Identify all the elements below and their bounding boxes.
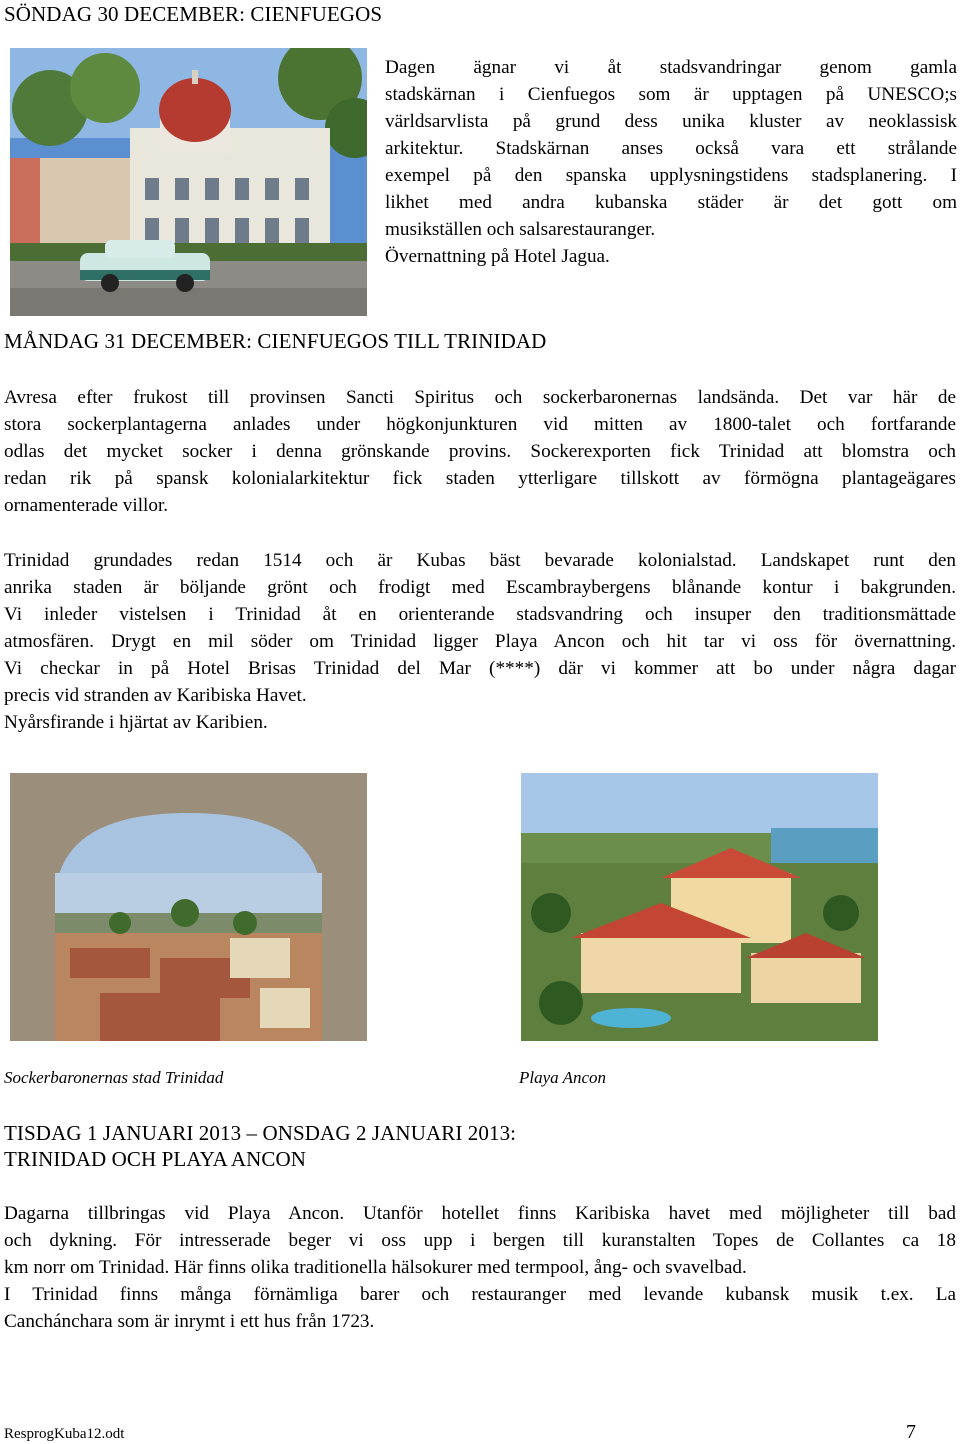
- text-line: musikställen och salsarestauranger.: [385, 219, 656, 240]
- text-line: världsarvlista på grund dess unika kluster av neoklassisk: [385, 111, 957, 132]
- footer-filename: ResprogKuba12.odt: [4, 1426, 125, 1442]
- text-line: redan rik på spansk kolonialarkitektur fick staden ytterligare tillskott av förmögna plantageägares: [4, 468, 956, 489]
- day3-heading-line-1: TISDAG 1 JANUARI 2013 – ONSDAG 2 JANUARI 2013:: [4, 1121, 517, 1145]
- text-line: stadskärnan i Cienfuegos som är upptagen på UNESCO;s: [385, 84, 957, 105]
- day2-paragraph-1: [4, 384, 956, 519]
- caption-playa-ancon: Playa Ancon: [519, 1068, 607, 1087]
- text-line: arkitektur. Stadskärnan anses också vara ett strålande: [385, 138, 957, 159]
- text-line: och dykning. För intresserade beger vi oss upp i bergen till kuranstalten Topes de Collantes ca 18: [4, 1230, 956, 1251]
- text-line: exempel på den spanska upplysningstidens stadsplanering. I: [385, 165, 957, 186]
- text-line: Vi checkar in på Hotel Brisas Trinidad del Mar (****) där vi kommer att bo under några dagar: [4, 658, 956, 679]
- text-line: likhet med andra kubanska städer är det gott om: [385, 192, 957, 213]
- day1-text: [385, 54, 957, 270]
- text-line: Canchánchara som är inrymt i ett hus från 1723.: [4, 1311, 375, 1332]
- day2-heading: MÅNDAG 31 DECEMBER: CIENFUEGOS TILL TRINIDAD: [4, 329, 547, 353]
- text-line: Dagarna tillbringas vid Playa Ancon. Utanför hotellet finns Karibiska havet med möjligheter till bad: [4, 1203, 956, 1224]
- playa-ancon-photo: [521, 773, 878, 1041]
- page-number: 7: [906, 1421, 916, 1443]
- text-line: atmosfären. Drygt en mil söder om Trinidad ligger Playa Ancon och hit tar vi oss för övernattning.: [4, 631, 956, 652]
- text-line: Avresa efter frukost till provinsen Sancti Spiritus och sockerbaronernas landsända. Det var här de: [4, 387, 956, 408]
- day3-paragraph: [4, 1200, 956, 1335]
- text-line: Vi inleder vistelsen i Trinidad åt en orienterande stadsvandring och insuper den traditionsmättade: [4, 604, 956, 625]
- trinidad-photo: [10, 773, 367, 1041]
- cienfuegos-photo: [10, 48, 367, 316]
- text-line: odlas det mycket socker i denna grönskande provins. Sockerexporten fick Trinidad att blomstra och: [4, 441, 956, 462]
- day3-heading: [4, 1120, 516, 1172]
- day2-paragraph-2: [4, 547, 956, 736]
- text-line: precis vid stranden av Karibiska Havet.: [4, 685, 307, 706]
- text-line: km norr om Trinidad. Här finns olika traditionella hälsokurer med termpool, ång- och svavelbad.: [4, 1257, 747, 1278]
- day1-heading: SÖNDAG 30 DECEMBER: CIENFUEGOS: [4, 2, 383, 26]
- text-line: I Trinidad finns många förnämliga barer och restauranger med levande kubansk musik t.ex. La: [4, 1284, 956, 1305]
- caption-trinidad: Sockerbaronernas stad Trinidad: [4, 1068, 224, 1087]
- day3-heading-line-2: TRINIDAD OCH PLAYA ANCON: [4, 1147, 307, 1171]
- text-line: Övernattning på Hotel Jagua.: [385, 246, 610, 267]
- text-line: stora sockerplantagerna anlades under högkonjunkturen vid mitten av 1800-talet och fortfarande: [4, 414, 956, 435]
- text-line: Nyårsfirande i hjärtat av Karibien.: [4, 712, 268, 733]
- text-line: anrika staden är böljande grönt och frodigt med Escambraybergens blånande kontur i bakgrunden.: [4, 577, 956, 598]
- text-line: Dagen ägnar vi åt stadsvandringar genom gamla: [385, 57, 957, 78]
- text-line: Trinidad grundades redan 1514 och är Kubas bäst bevarade kolonialstad. Landskapet runt den: [4, 550, 956, 571]
- text-line: ornamenterade villor.: [4, 495, 169, 516]
